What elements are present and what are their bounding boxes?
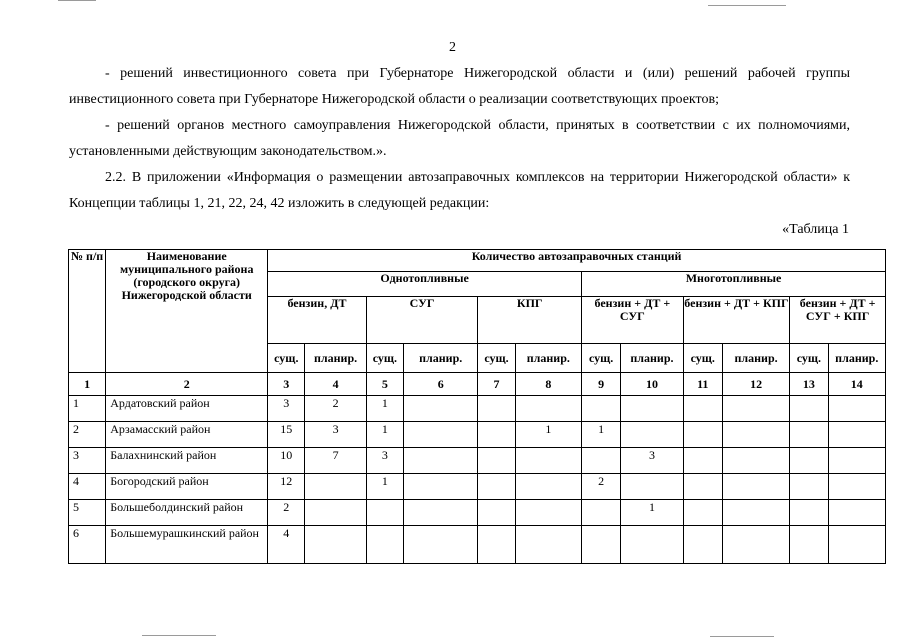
- station-count-cell: [305, 526, 366, 564]
- header-planned: планир.: [722, 344, 789, 373]
- row-index: 5: [69, 500, 106, 526]
- station-count-cell: [403, 474, 477, 500]
- station-count-cell: [403, 526, 477, 564]
- station-count-cell: [683, 474, 722, 500]
- header-planned: планир.: [621, 344, 683, 373]
- header-planned: планир.: [305, 344, 366, 373]
- station-count-cell: 1: [366, 422, 403, 448]
- header-group-all-fuels: бензин + ДТ + СУГ + КПГ: [790, 297, 886, 344]
- header-existing: сущ.: [268, 344, 305, 373]
- station-count-cell: 4: [268, 526, 305, 564]
- station-count-cell: 10: [268, 448, 305, 474]
- station-count-cell: [366, 526, 403, 564]
- station-count-cell: [621, 474, 683, 500]
- station-count-cell: 7: [305, 448, 366, 474]
- station-count-cell: 15: [268, 422, 305, 448]
- station-count-cell: [683, 526, 722, 564]
- station-count-cell: [582, 526, 621, 564]
- table-row: [69, 526, 886, 564]
- header-existing: сущ.: [683, 344, 722, 373]
- column-number: 12: [722, 373, 789, 396]
- header-group-petrol-diesel-cng: бензин + ДТ + КПГ: [683, 297, 790, 344]
- station-count-cell: [478, 500, 515, 526]
- station-count-cell: [305, 500, 366, 526]
- gas-stations-table: [68, 249, 886, 564]
- district-name: Арзамасский район: [106, 422, 268, 448]
- column-number: 6: [403, 373, 477, 396]
- column-number: 4: [305, 373, 366, 396]
- table-row: [69, 448, 886, 474]
- station-count-cell: [582, 396, 621, 422]
- header-existing: сущ.: [478, 344, 515, 373]
- header-planned: планир.: [828, 344, 886, 373]
- column-number: 7: [478, 373, 515, 396]
- station-count-cell: 2: [582, 474, 621, 500]
- station-count-cell: [403, 422, 477, 448]
- station-count-cell: [515, 474, 581, 500]
- station-count-cell: [515, 448, 581, 474]
- station-count-cell: [403, 500, 477, 526]
- column-number-row: [69, 373, 886, 396]
- table-row: [69, 422, 886, 448]
- station-count-cell: [722, 396, 789, 422]
- header-group-lpg: СУГ: [366, 297, 478, 344]
- station-count-cell: [478, 474, 515, 500]
- scan-edge-bottom-right: [710, 636, 774, 637]
- district-name: Ардатовский район: [106, 396, 268, 422]
- row-index: 1: [69, 396, 106, 422]
- district-name: Большеболдинский район: [106, 500, 268, 526]
- station-count-cell: 3: [305, 422, 366, 448]
- header-planned: планир.: [515, 344, 581, 373]
- paragraph-investment-council: - решений инвестиционного совета при Губернаторе Нижегородской области и (или) решений рабочей группы инвестиционного совета при Губернаторе Нижегородской области о реализации соответствующих проектов;: [69, 66, 850, 107]
- station-count-cell: 3: [268, 396, 305, 422]
- station-count-cell: [403, 396, 477, 422]
- station-count-cell: [683, 396, 722, 422]
- station-count-cell: [478, 526, 515, 564]
- station-count-cell: [722, 526, 789, 564]
- station-count-cell: [790, 474, 828, 500]
- table-row: [69, 396, 886, 422]
- station-count-cell: [478, 422, 515, 448]
- station-count-cell: [722, 500, 789, 526]
- station-count-cell: [621, 526, 683, 564]
- station-count-cell: [515, 500, 581, 526]
- header-planned: планир.: [403, 344, 477, 373]
- header-station-count: Количество автозаправочных станций: [268, 250, 886, 272]
- column-number: 5: [366, 373, 403, 396]
- station-count-cell: [828, 448, 886, 474]
- table-row: [69, 500, 886, 526]
- station-count-cell: [828, 396, 886, 422]
- scan-edge-top-right: [708, 5, 786, 6]
- district-name: Большемурашкинский район: [106, 526, 268, 564]
- station-count-cell: [722, 448, 789, 474]
- scan-edge-top-left: [58, 0, 96, 1]
- station-count-cell: [790, 422, 828, 448]
- station-count-cell: 12: [268, 474, 305, 500]
- station-count-cell: 1: [366, 474, 403, 500]
- header-existing: сущ.: [582, 344, 621, 373]
- column-number: 11: [683, 373, 722, 396]
- station-count-cell: [790, 500, 828, 526]
- station-count-cell: [722, 474, 789, 500]
- station-count-cell: 2: [268, 500, 305, 526]
- station-count-cell: [403, 448, 477, 474]
- station-count-cell: 1: [621, 500, 683, 526]
- header-group-petrol-diesel-lpg: бензин + ДТ + СУГ: [582, 297, 684, 344]
- column-number: 13: [790, 373, 828, 396]
- paragraph-amendment: 2.2. В приложении «Информация о размещении автозаправочных комплексов на территории Нижегородской области» к Концепции таблицы 1, 21, 22, 24, 42 изложить в следующей редакции:: [69, 170, 850, 211]
- station-count-cell: [828, 500, 886, 526]
- column-number: 2: [106, 373, 268, 396]
- station-count-cell: [478, 448, 515, 474]
- station-count-cell: [683, 500, 722, 526]
- station-count-cell: 2: [305, 396, 366, 422]
- district-name: Балахнинский район: [106, 448, 268, 474]
- station-count-cell: [828, 422, 886, 448]
- paragraph-local-government: - решений органов местного самоуправления Нижегородской области, принятых в соответствии с их полномочиями, установленными действующим законодательством.».: [69, 118, 850, 159]
- header-group-petrol-diesel: бензин, ДТ: [268, 297, 367, 344]
- station-count-cell: 1: [582, 422, 621, 448]
- station-count-cell: [683, 448, 722, 474]
- station-count-cell: [790, 526, 828, 564]
- column-number: 1: [69, 373, 106, 396]
- header-existing: сущ.: [790, 344, 828, 373]
- row-index: 2: [69, 422, 106, 448]
- station-count-cell: [478, 396, 515, 422]
- station-count-cell: [621, 422, 683, 448]
- table-row: [69, 474, 886, 500]
- station-count-cell: [305, 474, 366, 500]
- column-number: 3: [268, 373, 305, 396]
- header-group-cng: КПГ: [478, 297, 582, 344]
- station-count-cell: [582, 448, 621, 474]
- station-count-cell: [366, 500, 403, 526]
- row-index: 4: [69, 474, 106, 500]
- column-number: 14: [828, 373, 886, 396]
- station-count-cell: [515, 526, 581, 564]
- station-count-cell: [828, 526, 886, 564]
- district-name: Богородский район: [106, 474, 268, 500]
- station-count-cell: 3: [366, 448, 403, 474]
- station-count-cell: [683, 422, 722, 448]
- station-count-cell: [790, 396, 828, 422]
- station-count-cell: [582, 500, 621, 526]
- header-multi-fuel: Многотопливные: [582, 272, 886, 297]
- page-number: 2: [449, 40, 456, 55]
- station-count-cell: [621, 396, 683, 422]
- station-count-cell: [790, 448, 828, 474]
- header-district-name: Наименование муниципального района (городского округа) Нижегородской области: [106, 250, 268, 373]
- column-number: 8: [515, 373, 581, 396]
- station-count-cell: [828, 474, 886, 500]
- station-count-cell: [515, 396, 581, 422]
- station-count-cell: 1: [515, 422, 581, 448]
- column-number: 10: [621, 373, 683, 396]
- header-num: № п/п: [69, 250, 106, 373]
- scan-edge-bottom-left: [142, 635, 216, 636]
- header-single-fuel: Однотопливные: [268, 272, 582, 297]
- row-index: 3: [69, 448, 106, 474]
- station-count-cell: 3: [621, 448, 683, 474]
- header-existing: сущ.: [366, 344, 403, 373]
- table-caption: «Таблица 1: [782, 222, 849, 237]
- column-number: 9: [582, 373, 621, 396]
- row-index: 6: [69, 526, 106, 564]
- station-count-cell: 1: [366, 396, 403, 422]
- station-count-cell: [722, 422, 789, 448]
